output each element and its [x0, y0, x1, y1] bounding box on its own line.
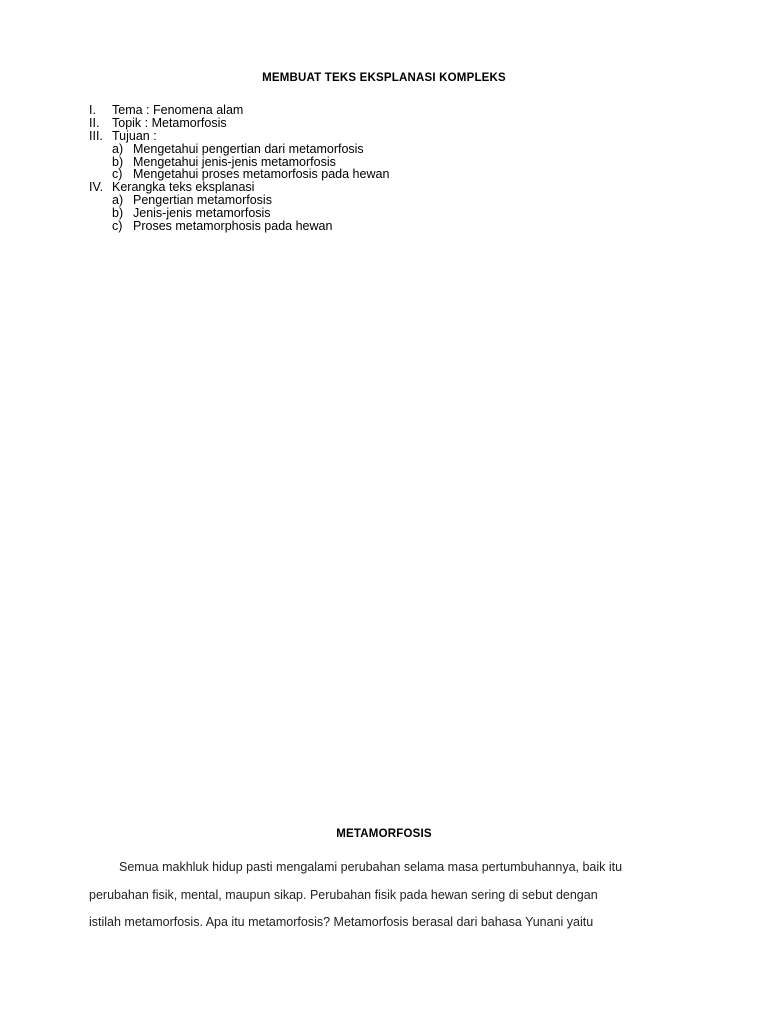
- outline-subitem-letter: b): [112, 206, 124, 221]
- outline-number: III.: [89, 128, 103, 143]
- outline-subitem-text: Proses metamorphosis pada hewan: [133, 219, 333, 234]
- outline-number: IV.: [89, 180, 104, 195]
- outline-subitem-letter: a): [112, 141, 124, 156]
- paragraph-line: Semua makhluk hidup pasti mengalami perubahan selama masa pertumbuhannya, baik itu: [119, 860, 623, 874]
- outline-subitem-letter: b): [112, 154, 124, 169]
- outline-number: I.: [89, 103, 96, 117]
- outline-subitem-text: Jenis-jenis metamorfosis: [133, 206, 271, 221]
- outline-subitem-text: Mengetahui proses metamorfosis pada hewan: [133, 167, 390, 182]
- outline-text: Tujuan :: [112, 128, 157, 143]
- outline-number: II.: [89, 115, 100, 130]
- document-title: MEMBUAT TEKS EKSPLANASI KOMPLEKS: [262, 72, 506, 84]
- outline-text: Tema : Fenomena alam: [112, 103, 244, 117]
- outline-subitem-letter: c): [112, 167, 123, 182]
- outline-subitem-text: Mengetahui pengertian dari metamorfosis: [133, 141, 364, 156]
- section-title: METAMORFOSIS: [336, 828, 432, 840]
- outline-subitem-text: Mengetahui jenis-jenis metamorfosis: [133, 154, 336, 169]
- outline-subitem-letter: a): [112, 193, 124, 208]
- outline-text: Topik : Metamorfosis: [112, 115, 227, 130]
- paragraph-line: istilah metamorfosis. Apa itu metamorfosis? Metamorfosis berasal dari bahasa Yunani yaitu: [89, 915, 594, 929]
- paragraph-line: perubahan fisik, mental, maupun sikap. Perubahan fisik pada hewan sering di sebut dengan: [89, 888, 598, 902]
- outline-subitem-text: Pengertian metamorfosis: [133, 193, 272, 208]
- outline-text: Kerangka teks eksplanasi: [112, 180, 255, 195]
- outline-subitem-letter: c): [112, 219, 123, 234]
